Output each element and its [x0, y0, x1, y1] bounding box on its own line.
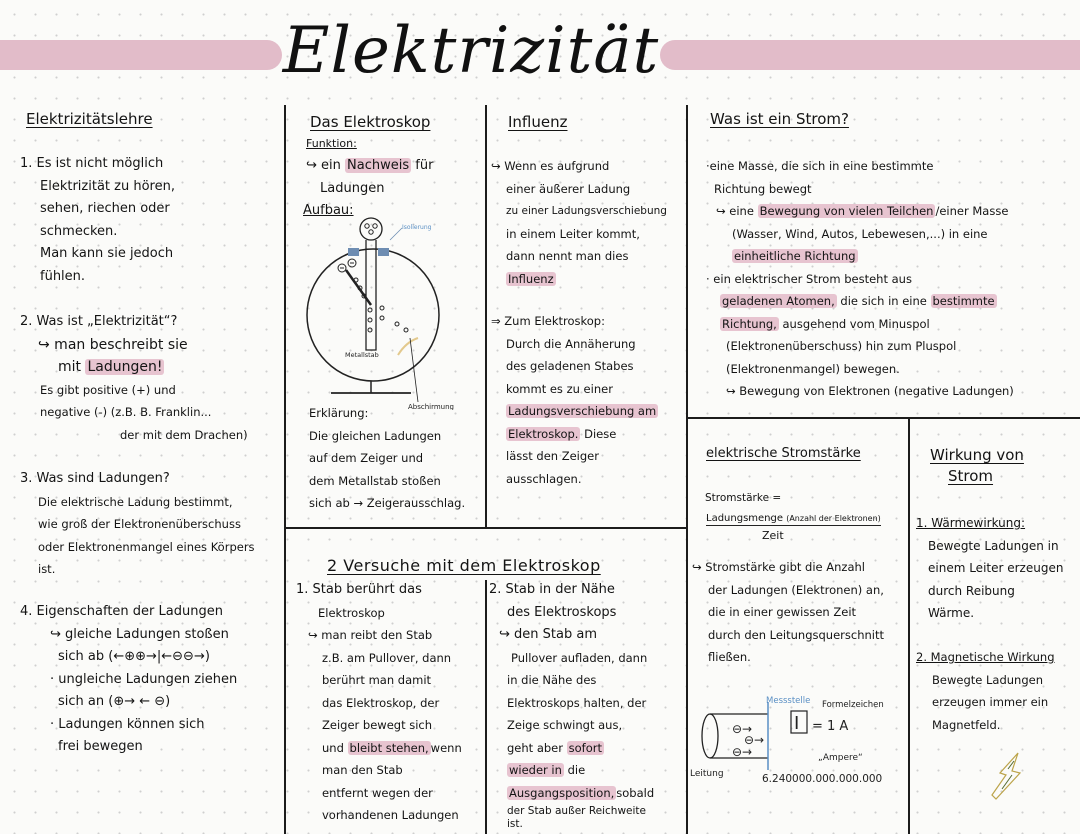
formula-numerator — [706, 513, 881, 526]
versuch-2-line — [489, 759, 684, 782]
section-heading-wirkung-line2: Strom — [948, 467, 994, 485]
q1-line: fühlen. — [40, 268, 86, 284]
q4-line: sich ab (←⊕⊕→|←⊖⊖→) — [58, 649, 210, 664]
erklaerung-line: sich ab → Zeigerausschlag. — [309, 496, 466, 510]
zum-elektroskop-text — [491, 310, 683, 490]
highlight-nachweis: Nachweis — [347, 158, 410, 173]
highlight-bewegung: Bewegung von vielen Teilchen — [759, 204, 934, 218]
q4-line: sich an (⊕→ ← ⊖) — [58, 694, 171, 709]
versuch-2-line: Elektroskops halten, der — [507, 695, 647, 710]
title-band-right — [660, 40, 1080, 70]
influenz-line: in einem Leiter kommt, — [506, 226, 640, 241]
formula-denominator: Zeit — [762, 529, 784, 542]
ausschlag-arrow — [398, 338, 418, 355]
numerator-note: (Anzahl der Elektronen) — [786, 514, 881, 523]
zum-elektroskop-line: ⇒ Zum Elektroskop: — [491, 314, 605, 328]
zum-elektroskop-line — [491, 400, 683, 423]
versuch-1 — [296, 579, 484, 827]
versuch-1-line — [296, 737, 484, 760]
divider-horizontal-left — [284, 527, 686, 529]
q2-line: ↪ man beschreibt sie — [38, 336, 188, 353]
section-heading-strom: Was ist ein Strom? — [710, 110, 849, 128]
strom-line: (Elektronenmangel) bewegen. — [726, 361, 900, 376]
magnetische-wirkung-line: erzeugen immer ein — [932, 695, 1049, 709]
lightning-doodle-icon — [982, 745, 1032, 805]
versuch-2-line — [489, 737, 684, 760]
leitung-diagram — [688, 690, 908, 790]
erklaerung-line: Die gleichen Ladungen — [309, 428, 442, 443]
magnetische-wirkung — [916, 646, 1078, 736]
label-formelzeichen: Formelzeichen — [822, 700, 884, 710]
funktion-text-pre: ↪ ein — [306, 158, 341, 173]
versuch-2-line: 2. Stab in der Nähe — [489, 582, 615, 597]
versuch-1-line: entfernt wegen der — [322, 785, 433, 800]
charge-dot — [395, 322, 399, 326]
q1-line: schmecken. — [40, 223, 118, 239]
funktion-label: Funktion: — [306, 137, 357, 150]
versuch-1-line: ↪ man reibt den Stab — [308, 628, 433, 642]
strom-line: (Elektronenüberschuss) hin zum Pluspol — [726, 339, 957, 353]
strom-line — [706, 290, 1078, 313]
isolierung-block — [378, 248, 389, 256]
erklaerung-text — [309, 402, 484, 515]
q4-line: frei bewegen — [58, 739, 143, 754]
q2-line — [20, 356, 275, 379]
section-heading-wirkung: Wirkung von — [930, 446, 1024, 464]
highlight-influenz: Influenz — [508, 271, 554, 286]
aufbau-label: Aufbau: — [303, 203, 354, 218]
erklaerung-line: dem Metallstab stoßen — [309, 473, 441, 488]
stromstaerke-line: durch den Leitungsquerschnitt — [708, 627, 884, 642]
section-heading-elektroskop: Das Elektroskop — [310, 113, 431, 131]
metallstab — [366, 240, 376, 350]
zum-elektroskop-text-post: Diese — [584, 426, 617, 441]
erklaerung-line: auf dem Zeiger und — [309, 451, 424, 465]
versuch-1-line: man den Stab — [322, 763, 403, 777]
q3-line: oder Elektronenmangel eines Körpers — [38, 539, 255, 554]
q4-line: ↪ gleiche Ladungen stoßen — [50, 626, 229, 642]
zum-elektroskop-line: ausschlagen. — [506, 471, 582, 486]
waermewirkung-title: 1. Wärmewirkung: — [916, 516, 1026, 530]
charge-dot — [365, 224, 369, 228]
question-4 — [20, 601, 282, 759]
strom-line — [706, 313, 1078, 336]
funktion-line — [306, 155, 481, 178]
versuch-2-line: ↪ den Stab am — [499, 627, 597, 642]
label-leitung: Leitung — [690, 769, 724, 779]
q4-line: · Ladungen können sich — [50, 716, 205, 732]
highlight-geladenen-atomen: geladenen Atomen, — [722, 294, 835, 308]
abschirmung-pointer — [410, 338, 418, 402]
elektroskop-housing — [307, 249, 439, 381]
zum-elektroskop-line: kommt es zu einer — [506, 381, 613, 396]
stromstaerke-line: der Ladungen (Elektronen) an, — [708, 582, 884, 597]
versuch-1-line: Zeiger bewegt sich — [322, 718, 433, 732]
versuch-1-line: Elektroskop — [318, 605, 385, 620]
magnetische-wirkung-title: 2. Magnetische Wirkung — [916, 650, 1055, 664]
strom-line — [706, 245, 1078, 268]
charge-dot — [368, 308, 372, 312]
highlight-richtung: Richtung, — [722, 316, 777, 331]
influenz-line: dann nennt man dies — [506, 249, 629, 263]
lightning-outline — [992, 753, 1020, 799]
strom-line: (Wasser, Wind, Autos, Lebewesen,...) in eine — [732, 226, 988, 241]
q3-line: ist. — [38, 562, 56, 576]
stromstaerke-line: fließen. — [708, 650, 751, 664]
versuch-2-text-post: die — [567, 763, 586, 777]
section-heading-elektrizitaetslehre: Elektrizitätslehre — [26, 110, 153, 128]
label-isolierung: Isolierung — [402, 224, 432, 231]
versuch-1-line: 1. Stab berührt das — [296, 582, 422, 597]
strom-text — [706, 155, 1078, 403]
versuch-2-line: in die Nähe des — [507, 673, 597, 687]
q2-line: der mit dem Drachen) — [120, 427, 248, 442]
versuch-1-line: das Elektroskop, der — [322, 695, 440, 710]
charge-dot — [368, 318, 372, 322]
versuch-2-line: der Stab außer Reichweite — [507, 805, 646, 817]
q4-line: 4. Eigenschaften der Ladungen — [20, 604, 223, 619]
magnetische-wirkung-line: Magnetfeld. — [932, 717, 1001, 732]
strom-line: ↪ Bewegung von Elektronen (negative Ladungen) — [726, 384, 1014, 398]
waermewirkung-line: Wärme. — [928, 606, 975, 620]
electron-icon: ⊖→ — [732, 722, 753, 736]
highlight-ladungsverschiebung: Ladungsverschiebung am — [508, 404, 657, 418]
q2-line: Es gibt positive (+) und — [40, 382, 176, 397]
label-metallstab: Metallstab — [345, 351, 379, 359]
section-heading-influenz: Influenz — [508, 113, 568, 131]
stromstaerke-text — [692, 556, 906, 669]
erklaerung-line: Erklärung: — [309, 406, 369, 420]
stromstaerke-line: ↪ Stromstärke gibt die Anzahl — [692, 560, 865, 574]
electron-icon: ⊖→ — [744, 733, 765, 747]
q1-line: Elektrizität zu hören, — [40, 178, 175, 194]
waermewirkung — [916, 512, 1078, 625]
q3-line: Die elektrische Ladung bestimmt, — [38, 494, 233, 509]
highlight-elektroskop: Elektroskop. — [508, 426, 579, 441]
magnetische-wirkung-line: Bewegte Ladungen — [932, 672, 1043, 687]
versuch-2-line — [489, 782, 684, 805]
funktion-text — [306, 155, 481, 200]
charge-dot — [369, 230, 373, 234]
highlight-ausgangsposition: Ausgangsposition, — [509, 785, 615, 800]
waermewirkung-line: durch Reibung — [928, 583, 1015, 598]
strom-line: ·eine Masse, die sich in eine bestimmte — [706, 159, 934, 173]
q3-line: 3. Was sind Ladungen? — [20, 471, 170, 486]
highlight-ladungen: Ladungen! — [87, 359, 163, 375]
label-abschirmung: Abschirmung — [408, 403, 454, 410]
divider-vertical-5 — [485, 580, 487, 834]
versuch-1-text-post: wenn — [430, 740, 462, 755]
versuch-2-text-post: sobald — [616, 785, 655, 800]
charge-dot — [380, 316, 384, 320]
divider-vertical-1 — [284, 105, 286, 834]
zum-elektroskop-line: Durch die Annäherung — [506, 336, 636, 351]
influenz-line: einer äußerer Ladung — [506, 181, 631, 196]
q3-line: wie groß der Elektronenüberschuss — [38, 517, 241, 531]
influenz-line — [491, 268, 683, 291]
q2-line: negative (-) (z.B. B. Franklin... — [40, 405, 212, 419]
elektroskop-top-ball — [360, 218, 382, 240]
strom-text-post: ausgehend vom Minuspol — [782, 316, 930, 331]
divider-vertical-4 — [908, 417, 910, 834]
zum-elektroskop-line: des geladenen Stabes — [506, 359, 634, 373]
highlight-bleibt-stehen: bleibt stehen, — [349, 740, 429, 755]
strom-line — [706, 200, 1078, 223]
strom-text-mid: die sich in eine — [840, 294, 927, 308]
question-1 — [20, 153, 275, 288]
page-title: Elektrizität — [282, 14, 660, 88]
section-heading-stromstaerke: elektrische Stromstärke — [706, 446, 861, 461]
charge-dot — [380, 306, 384, 310]
question-3 — [20, 468, 282, 581]
versuch-2-line: Pullover aufladen, dann — [511, 650, 648, 665]
zum-elektroskop-line: lässt den Zeiger — [506, 449, 599, 463]
charge-dot — [373, 224, 377, 228]
zum-elektroskop-line — [491, 423, 683, 446]
highlight-wieder-in: wieder in — [509, 763, 562, 777]
versuch-2-line: des Elektroskops — [507, 604, 617, 620]
charge-dot — [368, 328, 372, 332]
versuch-2-line: Zeige schwingt aus, — [507, 718, 623, 732]
influenz-line: zu einer Ladungsverschiebung — [506, 205, 667, 217]
label-ampere: „Ampere“ — [818, 753, 863, 763]
highlight-einheitliche-richtung: einheitliche Richtung — [734, 249, 856, 263]
strom-line: · ein elektrischer Strom besteht aus — [706, 271, 912, 286]
stromstaerke-line: die in einer gewissen Zeit — [708, 605, 857, 619]
electron-count: 6.240000.000.000.000 — [762, 773, 883, 785]
leitung-end — [702, 714, 718, 758]
influenz-line: ↪ Wenn es aufgrund — [491, 159, 610, 173]
strom-text-pre: ↪ eine — [716, 204, 754, 218]
q4-line: · ungleiche Ladungen ziehen — [50, 671, 238, 687]
section-heading-versuche: 2 Versuche mit dem Elektroskop — [327, 556, 601, 575]
versuch-1-line: berührt man damit — [322, 673, 432, 687]
divider-horizontal-right — [686, 417, 1080, 419]
versuch-2-text-pre: geht aber — [507, 740, 563, 755]
current-symbol: I — [794, 713, 800, 734]
elektroskop-diagram — [298, 210, 483, 410]
q2-line: 2. Was ist „Elektrizität“? — [20, 314, 178, 329]
question-2 — [20, 311, 275, 446]
strom-text-post: /einer Masse — [935, 204, 1009, 218]
lightning-shade — [1002, 761, 1014, 789]
versuch-1-line: z.B. am Pullover, dann — [322, 650, 452, 665]
waermewirkung-line: Bewegte Ladungen in — [928, 538, 1059, 553]
strom-line: Richtung bewegt — [714, 181, 812, 196]
versuch-2 — [489, 579, 684, 830]
q1-line: 1. Es ist nicht möglich — [20, 156, 164, 171]
funktion-text-post: für — [415, 158, 434, 173]
q1-line: sehen, riechen oder — [40, 201, 170, 216]
current-value: = 1 A — [812, 719, 849, 734]
isolierung-pointer — [390, 228, 402, 240]
electron-icon: ⊖→ — [732, 745, 753, 759]
highlight-bestimmte: bestimmte — [932, 294, 995, 308]
versuch-1-text-pre: und — [322, 740, 344, 755]
title-band-left — [0, 40, 282, 70]
versuch-2-line: ist. — [507, 818, 523, 830]
q1-line: Man kann sie jedoch — [40, 246, 174, 261]
isolierung-block — [348, 248, 359, 256]
highlight-sofort: sofort — [568, 740, 602, 755]
charge-dot — [404, 328, 408, 332]
funktion-line: Ladungen — [320, 180, 385, 196]
q2-text: mit — [58, 359, 82, 375]
formula-label: Stromstärke = — [705, 492, 782, 504]
divider-vertical-2 — [485, 105, 487, 527]
influenz-text — [491, 155, 683, 290]
numerator-text: Ladungsmenge — [706, 513, 784, 524]
versuch-1-line: vorhandenen Ladungen — [322, 808, 459, 822]
waermewirkung-line: einem Leiter erzeugen — [928, 561, 1064, 575]
label-messstelle: Messstelle — [766, 696, 811, 706]
